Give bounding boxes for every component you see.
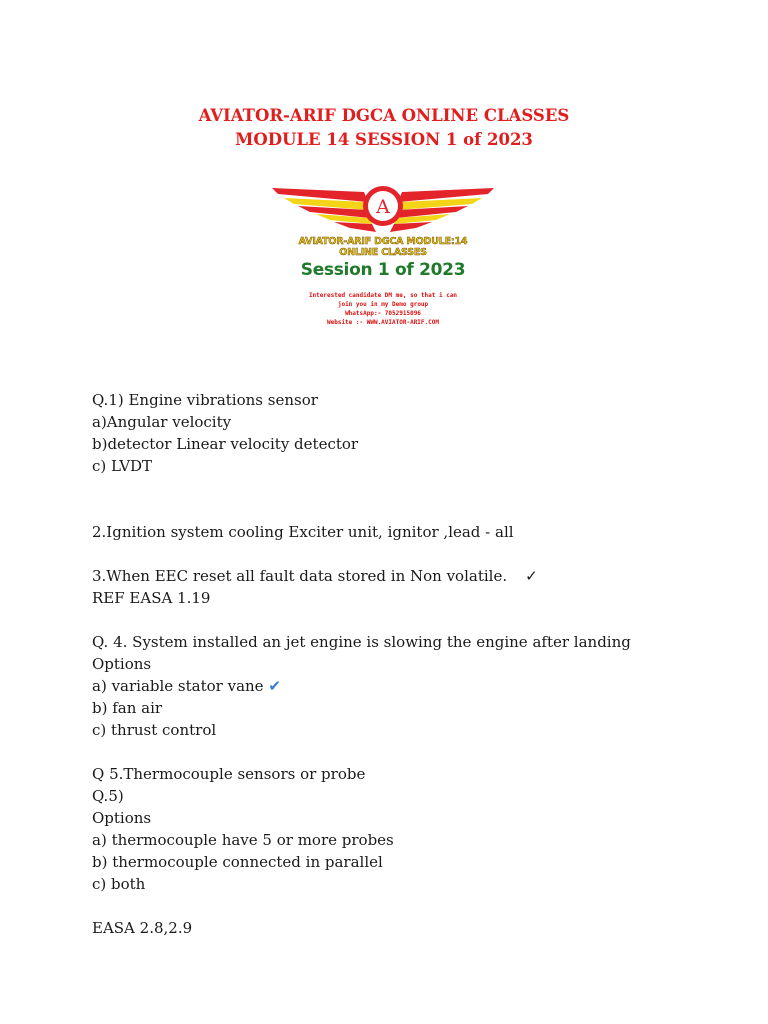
q4-option-a-row xyxy=(92,675,732,697)
logo-website: Website :- WWW.AVIATOR-ARIF.COM xyxy=(327,319,439,326)
q5-sub: Q.5) xyxy=(92,787,124,805)
title-line-2: MODULE 14 SESSION 1 of 2023 xyxy=(235,130,533,149)
q3-reference: REF EASA 1.19 xyxy=(92,589,211,607)
title-line-1: AVIATOR-ARIF DGCA ONLINE CLASSES xyxy=(198,106,570,125)
q4-option-c: c) thrust control xyxy=(92,721,217,739)
q5-option-c: c) both xyxy=(92,875,146,893)
q1-option-a: a)Angular velocity xyxy=(92,413,232,431)
logo-whatsapp: WhatsApp:- 7052915096 xyxy=(345,310,421,317)
logo-letter: A xyxy=(376,196,390,218)
q5-reference: EASA 2.8,2.9 xyxy=(92,919,193,937)
q4-question: Q. 4. System installed an jet engine is slowing the engine after landing xyxy=(92,633,631,651)
q5-option-b: b) thermocouple connected in parallel xyxy=(92,853,383,871)
q5-option-a: a) thermocouple have 5 or more probes xyxy=(92,831,394,849)
logo-banner-line-2: ONLINE CLASSES xyxy=(339,247,427,258)
logo-note-line-1: Interested candidate DM me, so that i can xyxy=(308,292,458,299)
aviator-arif-logo xyxy=(272,176,494,338)
q4-option-a: a) variable stator vane xyxy=(92,677,269,695)
q5-question: Q 5.Thermocouple sensors or probe xyxy=(92,765,366,783)
q1-option-b: b)detector Linear velocity detector xyxy=(92,435,359,453)
logo-banner-line-1: AVIATOR-ARIF DGCA MODULE:14 xyxy=(298,236,468,247)
q4-option-b: b) fan air xyxy=(92,699,163,717)
logo-note-line-2: join you in my Demo group xyxy=(337,301,429,308)
q3-text: 3.When EEC reset all fault data stored in Non volatile. xyxy=(92,567,508,585)
questions-body xyxy=(92,389,732,939)
q5-options-label: Options xyxy=(92,809,152,827)
logo-session-title: Session 1 of 2023 xyxy=(300,260,466,280)
q1-question: Q.1) Engine vibrations sensor xyxy=(92,391,318,409)
q3-row xyxy=(92,565,732,587)
q1-option-c: c) LVDT xyxy=(92,457,153,475)
document-title xyxy=(0,104,768,152)
q4-options-label: Options xyxy=(92,655,152,673)
checkmark-icon: ✓ xyxy=(525,567,538,585)
winged-a-emblem-icon xyxy=(272,180,494,240)
q2-text: 2.Ignition system cooling Exciter unit, ignitor ,lead - all xyxy=(92,523,514,541)
heavy-checkmark-icon: ✔ xyxy=(268,677,281,695)
